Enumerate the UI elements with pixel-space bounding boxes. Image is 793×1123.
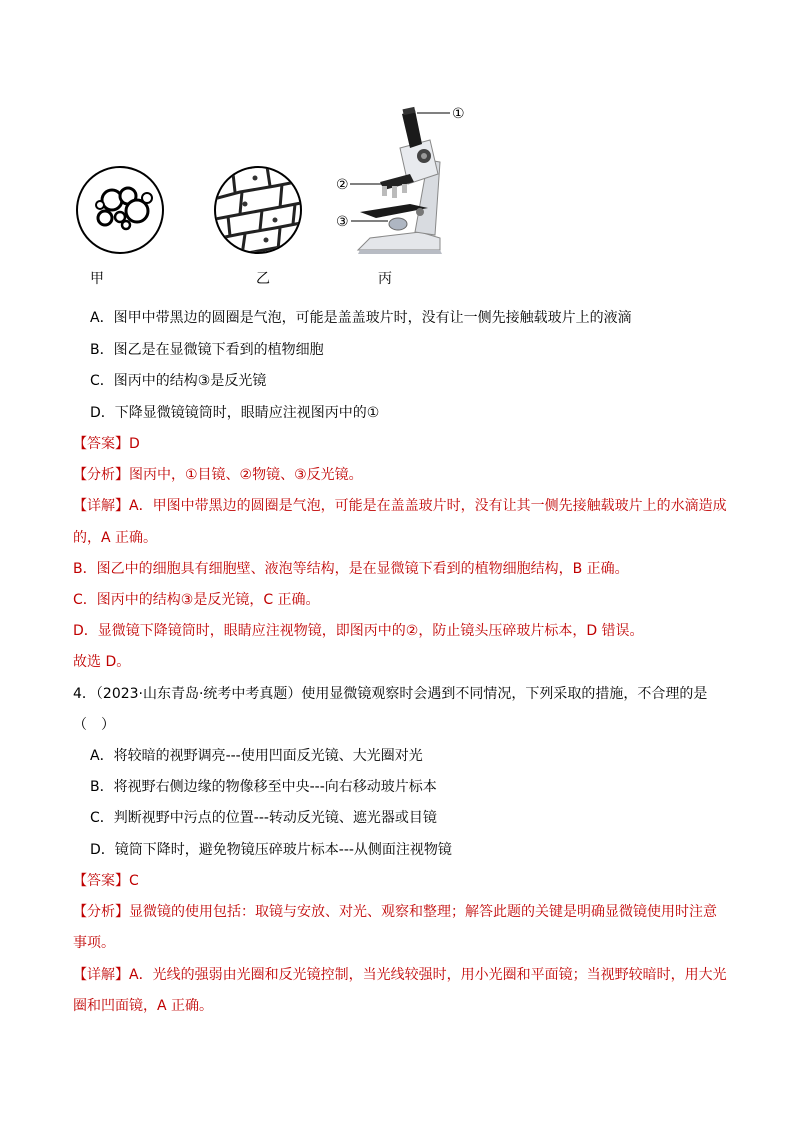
q3-detail-d: D．显微镜下降镜筒时，眼睛应注视物镜，即图丙中的②，防止镜头压碎玻片标本，D 错误。 [73,623,644,639]
q4-option-c: C．判断视野中污点的位置---转动反光镜、遮光器或目镜 [90,810,437,826]
q4-stem: 4．（2023·山东青岛·统考中考真题）使用显微镜观察时会遇到不同情况，下列采取的措施，不合理的是 [73,686,708,702]
q4-option-a: A．将较暗的视野调亮---使用凹面反光镜、大光圈对光 [90,748,423,764]
caption-yi: 乙 [256,271,270,287]
q3-choose: 故选 D。 [73,654,131,670]
detail-text-a1: A．光线的强弱由光圈和反光镜控制，当光线较强时，用小光圈和平面镜；当视野较暗时，用大光 [129,967,727,983]
analysis-tag: 【分析】 [73,904,129,920]
detail-tag: 【详解】 [73,967,129,983]
q4-detail [73,965,727,985]
label-1: ① [452,106,465,122]
q3-option-a: A．图甲中带黑边的圆圈是气泡，可能是盖盖玻片时，没有让一侧先接触载玻片上的液滴 [90,310,632,326]
q4-answer [73,871,139,891]
q3-answer [73,434,140,454]
detail-tag: 【详解】 [73,498,129,514]
q3-detail-b: B．图乙中的细胞具有细胞壁、液泡等结构，是在显微镜下看到的植物细胞结构，B 正确。 [73,561,629,577]
q3-detail-a2: 的，A 正确。 [73,530,158,546]
q4-detail-a2: 圈和凹面镜，A 正确。 [73,998,214,1014]
q3-option-d: D．下降显微镜镜筒时，眼睛应注视图丙中的① [90,405,380,421]
caption-bing: 丙 [378,271,392,287]
detail-text-a1: A．甲图中带黑边的圆圈是气泡，可能是在盖盖玻片时，没有让其一侧先接触载玻片上的水滴造成 [129,498,727,514]
answer-value: D [129,436,140,452]
caption-jia: 甲 [90,271,104,287]
q3-option-b: B．图乙是在显微镜下看到的植物细胞 [90,342,324,358]
q4-analysis-2: 事项。 [73,935,115,951]
figure-jia-image [77,167,163,253]
q3-analysis [73,465,363,485]
q4-stem-bracket: （ ） [73,717,115,733]
q4-option-b: B．将视野右侧边缘的物像移至中央---向右移动玻片标本 [90,779,437,795]
answer-tag: 【答案】 [73,436,129,452]
figure-area [70,100,490,290]
q3-option-c: C．图丙中的结构③是反光镜 [90,373,267,389]
analysis-tag: 【分析】 [73,467,129,483]
figure-bing-microscope [358,107,442,254]
label-2: ② [336,177,349,193]
answer-tag: 【答案】 [73,873,129,889]
analysis-text: 显微镜的使用包括：取镜与安放、对光、观察和整理；解答此题的关键是明确显微镜使用时注意 [129,904,717,920]
q3-detail [73,496,727,516]
q4-analysis [73,902,717,922]
figure-yi-image [210,160,306,260]
q3-detail-c: C．图丙中的结构③是反光镜，C 正确。 [73,592,320,608]
answer-value: C [129,873,139,889]
figure-svg [70,100,490,290]
analysis-text: 图丙中，①目镜、②物镜、③反光镜。 [129,467,363,483]
q4-option-d: D．镜筒下降时，避免物镜压碎玻片标本---从侧面注视物镜 [90,842,452,858]
label-3: ③ [336,214,349,230]
